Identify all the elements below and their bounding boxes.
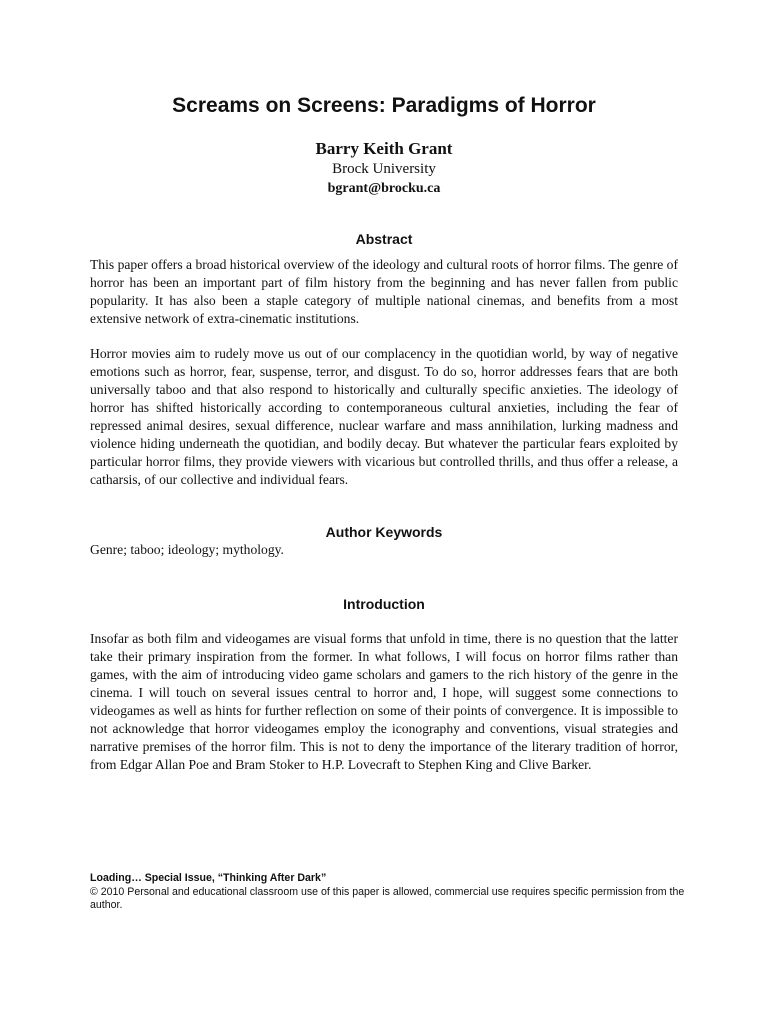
introduction-paragraph-1: Insofar as both film and videogames are visual forms that unfold in time, there is no question that the latter take their primary inspiration from the former. In what follows, I will focus on horror films rather than games, with the aim of introducing video game scholars and gamers to the rich history of the genre in the cinema. I will touch on several issues central to horror and, I hope, will suggest some connections to videogames as well as hints for further reflection on some of their points of convergence. It is impossible to not acknowledge that horror videogames employ the iconography and conventions, visual strategies and narrative premises of the horror film. This is not to deny the importance of the literary tradition of horror, from Edgar Allan Poe and Bram Stoker to H.P. Lovecraft to Stephen King and Clive Barker. [90,631,678,772]
abstract-paragraph-2: Horror movies aim to rudely move us out of our complacency in the quotidian world, by way of negative emotions such as horror, fear, suspense, terror, and disgust. To do so, horror addresses fears that are both universally taboo and that also respond to historically and culturally specific anxieties. The ideology of horror has shifted historically according to contemporaneous cultural anxieties, including the fear of repressed animal desires, sexual difference, nuclear warfare and mass annihilation, lurking madness and violence hiding underneath the quotidian, and bodily decay. But whatever the particular fears exploited by particular horror films, they provide viewers with vicarious but controlled thrills, and thus offer a release, a catharsis, of our collective and individual fears. [90,346,678,487]
keywords-heading: Author Keywords [325,524,443,540]
introduction-heading: Introduction [343,596,425,612]
footer-journal: Loading… Special Issue, “Thinking After Dark” [90,872,327,884]
author-name: Barry Keith Grant [315,139,453,158]
abstract-paragraph-1: This paper offers a broad historical overview of the ideology and cultural roots of horror films. The genre of horror has been an important part of film history from the beginning and has never fallen from public popularity. It has also been a staple category of multiple national cinemas, and benefits from a most extensive network of extra-cinematic institutions. [90,257,679,326]
keywords-text: Genre; taboo; ideology; mythology. [90,542,284,557]
abstract-heading: Abstract [355,231,413,247]
paper-title: Screams on Screens: Paradigms of Horror [172,94,596,117]
author-email: bgrant@brocku.ca [327,181,441,196]
footer-copyright: © 2010 Personal and educational classroom use of this paper is allowed, commercial use requires specific permission from the author. [90,885,685,911]
author-affiliation: Brock University [332,161,436,177]
page-footer [90,872,690,913]
author-block [0,138,768,198]
